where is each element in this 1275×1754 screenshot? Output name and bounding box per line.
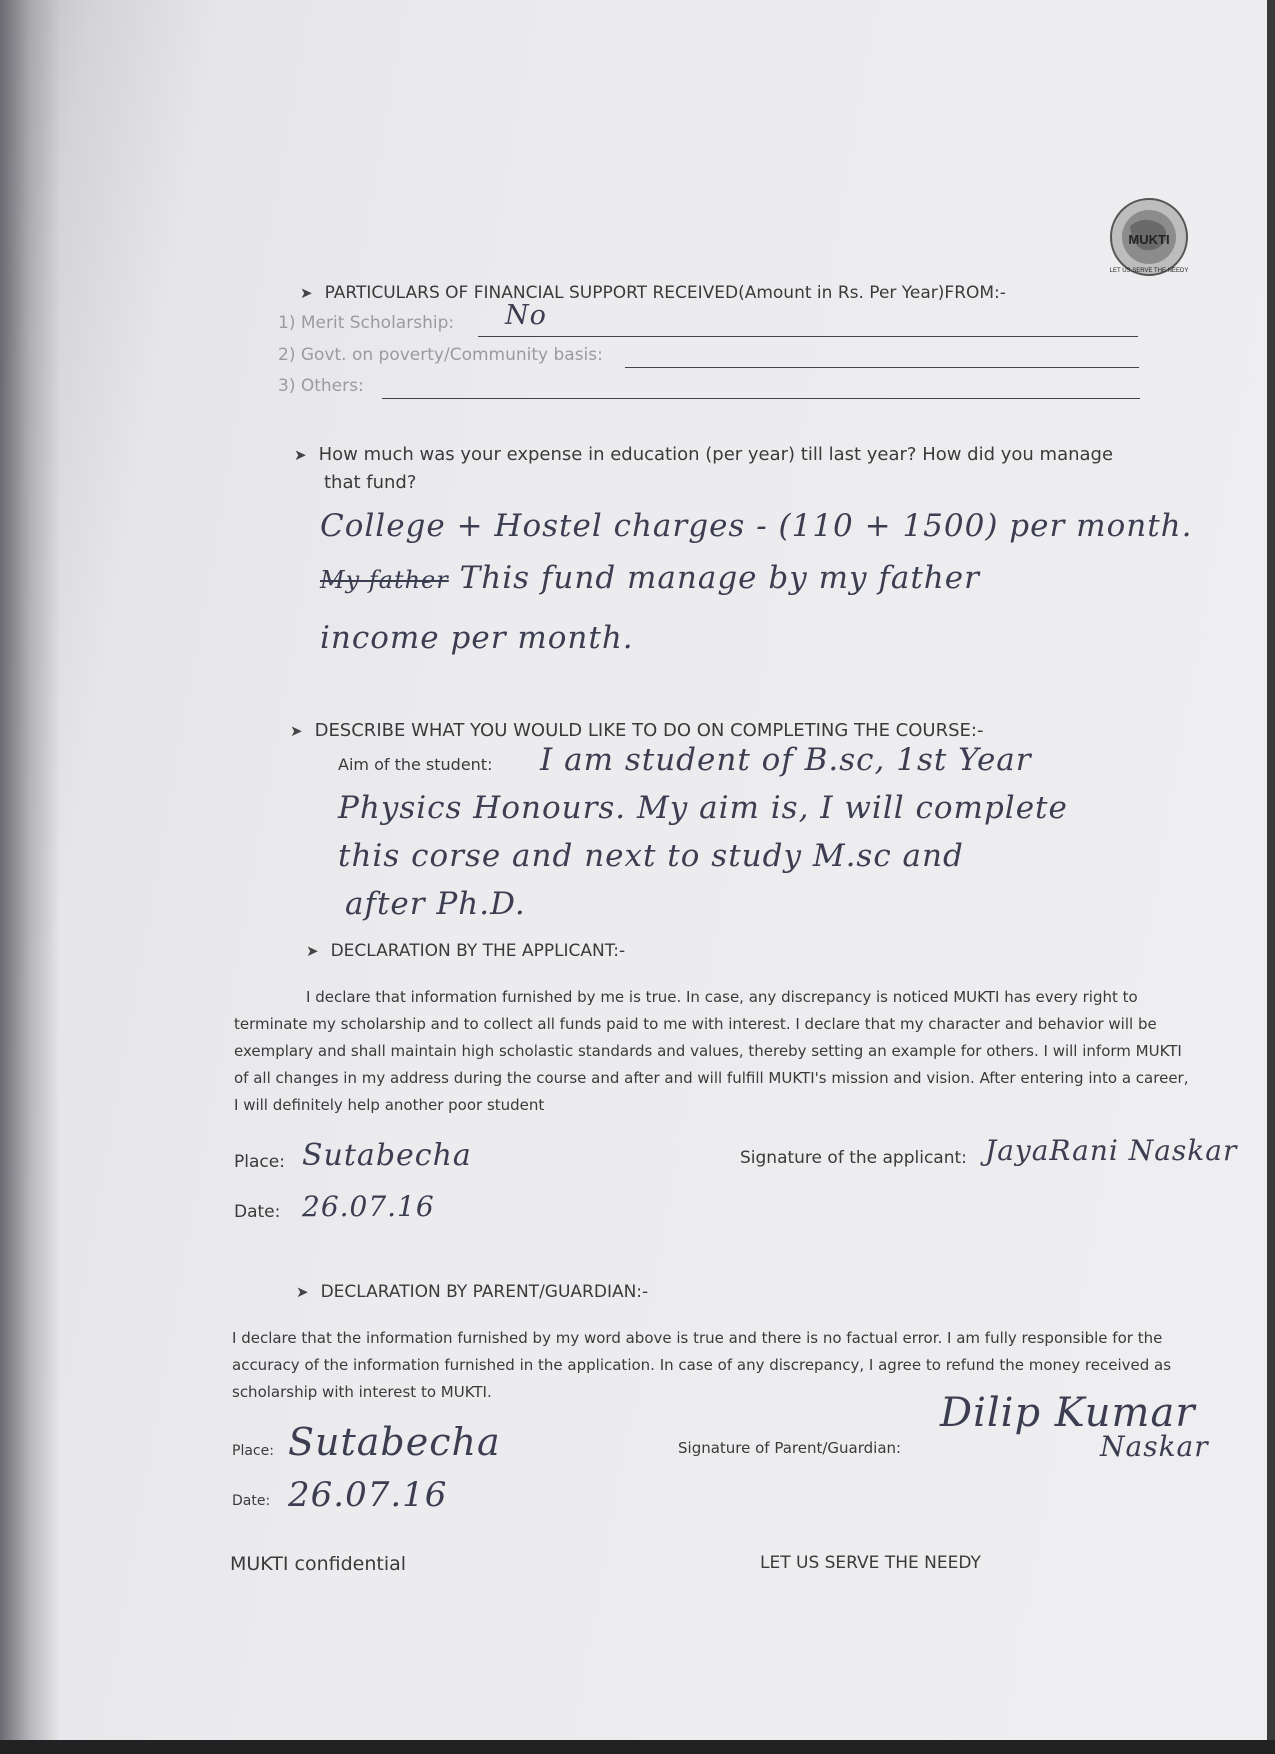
aim-line-3: this corse and next to study M.sc and (338, 838, 964, 874)
mukti-logo (1108, 196, 1190, 278)
guardian-heading: ➤ DECLARATION BY PARENT/GUARDIAN:- (296, 1282, 649, 1302)
expense-answer-line-1: College + Hostel charges - (110 + 1500) per month. (320, 508, 1193, 544)
applicant-signature-label: Signature of the applicant: (740, 1148, 967, 1168)
aim-label: Aim of the student: (338, 755, 493, 774)
expense-answer-line-3: income per month. (320, 620, 634, 656)
guardian-date-value: 26.07.16 (288, 1475, 448, 1515)
scan-edge-right (1267, 0, 1275, 1754)
applicant-declaration-text: I declare that information furnished by me is true. In case, any discrepancy is noticed MUKTI has every right to terminate my scholarship and to collect all funds paid to me with interest. I declare that my character and behavior will be exemplary and shall maintain high scholastic standards and values, thereby setting an example for others. I will inform MUKTI of all changes in my address during the course and after and will fulfill MUKTI's mission and vision. After entering into a career, I will definitely help another poor student (234, 988, 1189, 1114)
merit-scholarship-value: No (505, 300, 547, 331)
applicant-place-label: Place: (234, 1152, 285, 1172)
guardian-signature-line-1: Dilip Kumar (940, 1390, 1196, 1436)
financial-heading: ➤ PARTICULARS OF FINANCIAL SUPPORT RECEIVED(Amount in Rs. Per Year)FROM:- (300, 283, 1006, 303)
guardian-date-label: Date: (232, 1493, 271, 1509)
aim-line-4: after Ph.D. (345, 886, 526, 922)
applicant-heading: ➤ DECLARATION BY THE APPLICANT:- (306, 941, 626, 961)
scan-shadow (0, 0, 60, 1754)
expense-answer-line-2: My father This fund manage by my father (320, 560, 980, 596)
applicant-signature: JayaRani Naskar (985, 1134, 1238, 1167)
guardian-place-label: Place: (232, 1443, 274, 1459)
govt-line (625, 367, 1139, 368)
course-heading: ➤ DESCRIBE WHAT YOU WOULD LIKE TO DO ON COMPLETING THE COURSE:- (290, 720, 984, 741)
aim-line-2: Physics Honours. My aim is, I will complete (338, 790, 1068, 826)
applicant-date-value: 26.07.16 (302, 1190, 435, 1223)
financial-item-merit: 1) Merit Scholarship: (278, 313, 455, 333)
guardian-declaration-text: I declare that the information furnished by my word above is true and there is no factual error. I am fully responsible for the accuracy of the information furnished in the application. In case of any discrepancy, I agree to refund the money received as scholarship with interest to MUKTI. (232, 1329, 1172, 1401)
others-line (382, 398, 1140, 399)
financial-item-govt: 2) Govt. on poverty/Community basis: (278, 345, 603, 365)
guardian-signature-label: Signature of Parent/Guardian: (678, 1439, 902, 1457)
svg-text:LET US SERVE THE NEEDY: LET US SERVE THE NEEDY (1109, 268, 1189, 274)
merit-scholarship-line (478, 336, 1138, 337)
svg-text:MUKTI: MUKTI (1128, 232, 1170, 247)
struck-text: My father (320, 566, 449, 594)
aim-line-1: I am student of B.sc, 1st Year (540, 742, 1032, 778)
footer-confidential: MUKTI confidential (230, 1553, 407, 1575)
scan-edge-bottom (0, 1740, 1275, 1754)
expense-question: ➤ How much was your expense in education (per year) till last year? How did you manage (294, 444, 1114, 465)
applicant-place-value: Sutabecha (302, 1138, 472, 1173)
footer-slogan: LET US SERVE THE NEEDY (760, 1553, 981, 1573)
applicant-date-label: Date: (234, 1202, 281, 1222)
expense-question-cont: that fund? (324, 472, 417, 493)
guardian-signature-line-2: Naskar (1100, 1430, 1209, 1463)
guardian-place-value: Sutabecha (288, 1420, 501, 1464)
financial-item-others: 3) Others: (278, 376, 364, 396)
